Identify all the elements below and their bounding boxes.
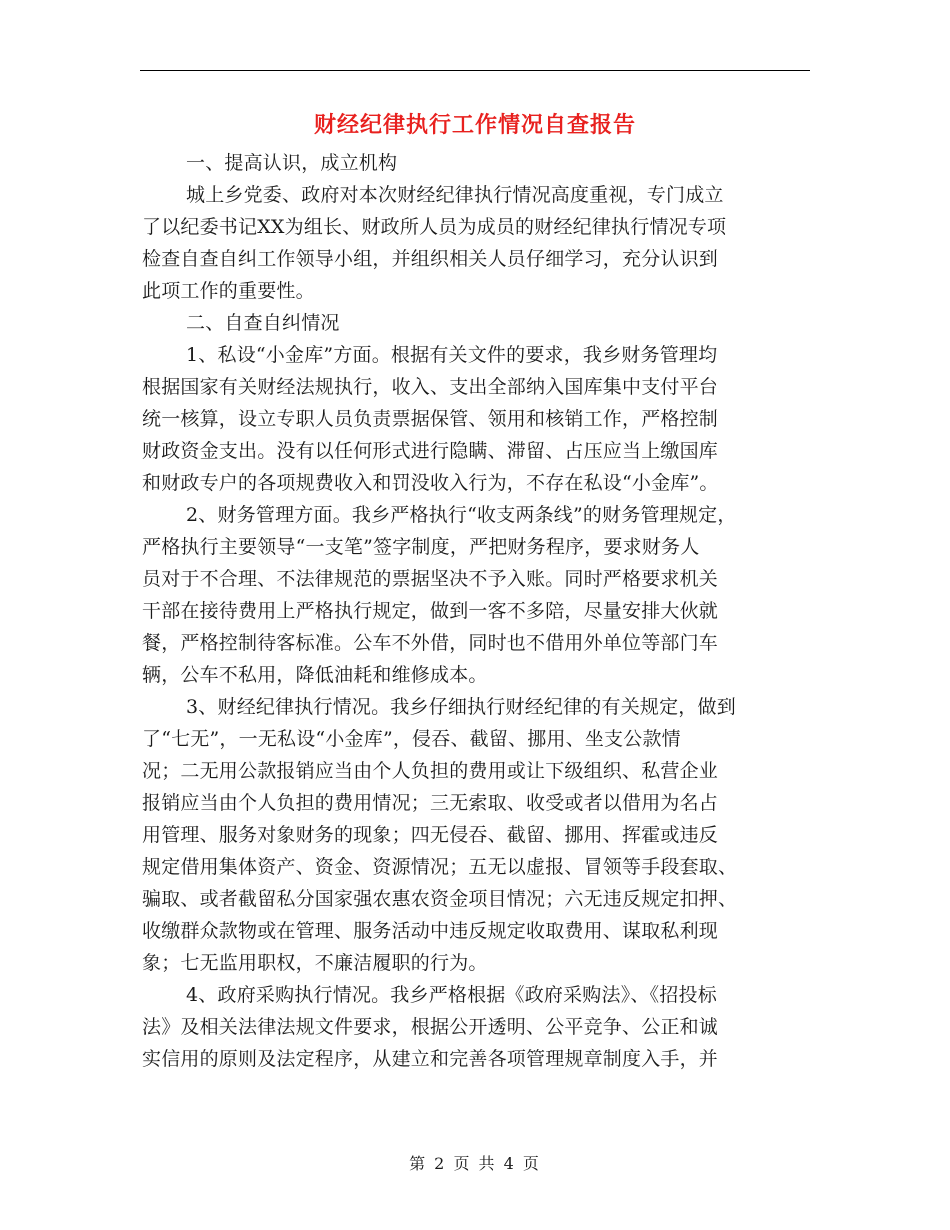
text-line: 实信用的原则及法定程序，从建立和完善各项管理规章制度入手，并: [142, 1048, 719, 1070]
text-line: 统一核算，设立专职人员负责票据保管、领用和核销工作，严格控制: [142, 408, 719, 430]
text-line: 报销应当由个人负担的费用情况；三无索取、收受或者以借用为名占: [142, 792, 719, 814]
text-line: 检查自查自纠工作领导小组，并组织相关人员仔细学习，充分认识到: [142, 248, 719, 270]
text-line: 3、财经纪律执行情况。我乡仔细执行财经纪律的有关规定，做到: [186, 696, 736, 718]
text-line: 了“七无”，一无私设“小金库”，侵吞、截留、挪用、坐支公款情: [142, 728, 681, 750]
text-line: 收缴群众款物或在管理、服务活动中违反规定收取费用、谋取私利现: [142, 920, 719, 942]
text-line: 干部在接待费用上严格执行规定，做到一客不多陪，尽量安排大伙就: [142, 600, 719, 622]
text-line: 4、政府采购执行情况。我乡严格根据《政府采购法》、《招投标: [186, 984, 717, 1006]
text-line: 二、自查自纠情况: [186, 312, 340, 334]
text-line: 用管理、服务对象财务的现象；四无侵吞、截留、挪用、挥霍或违反: [142, 824, 719, 846]
page-footer: 第 2 页 共 4 页: [409, 1154, 541, 1173]
text-line: 严格执行主要领导“一支笔”签字制度，严把财务程序，要求财务人: [142, 536, 700, 558]
document-title: 财经纪律执行工作情况自查报告: [313, 112, 636, 138]
text-line: 辆，公车不私用，降低油耗和维修成本。: [142, 664, 488, 686]
text-line: 2、财务管理方面。我乡严格执行“收支两条线”的财务管理规定，: [186, 504, 737, 526]
text-line: 了以纪委书记XX为组长、财政所人员为成员的财经纪律执行情况专项: [142, 216, 727, 238]
text-line: 根据国家有关财经法规执行，收入、支出全部纳入国库集中支付平台: [142, 376, 719, 398]
header-rule: [140, 70, 810, 71]
text-line: 餐，严格控制待客标准。公车不外借，同时也不借用外单位等部门车: [142, 632, 719, 654]
text-line: 一、提高认识，成立机构: [186, 152, 398, 174]
text-line: 规定借用集体资产、资金、资源情况；五无以虚报、冒领等手段套取、: [142, 856, 738, 878]
text-line: 况；二无用公款报销应当由个人负担的费用或让下级组织、私营企业: [142, 760, 719, 782]
text-line: 此项工作的重要性。: [142, 280, 315, 302]
document-body: [142, 147, 810, 1075]
text-line: 城上乡党委、政府对本次财经纪律执行情况高度重视，专门成立: [186, 184, 724, 206]
text-line: 员对于不合理、不法律规范的票据坚决不予入账。同时严格要求机关: [142, 568, 719, 590]
text-line: 财政资金支出。没有以任何形式进行隐瞒、滞留、占压应当上缴国库: [142, 440, 719, 462]
text-line: 象；七无监用职权，不廉洁履职的行为。: [142, 952, 488, 974]
text-line: 和财政专户的各项规费收入和罚没收入行为，不存在私设“小金库”。: [142, 472, 719, 494]
text-line: 1、私设“小金库”方面。根据有关文件的要求，我乡财务管理均: [186, 344, 718, 366]
text-line: 法》及相关法律法规文件要求，根据公开透明、公平竞争、公正和诚: [142, 1016, 719, 1038]
text-line: 骗取、或者截留私分国家强农惠农资金项目情况；六无违反规定扣押、: [142, 888, 738, 910]
